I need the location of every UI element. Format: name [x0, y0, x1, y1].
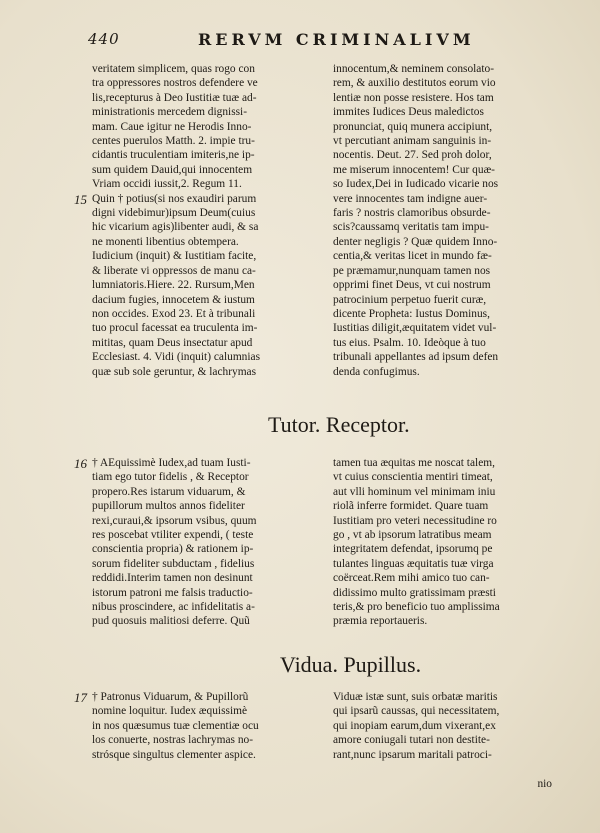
marginal-number-15: 15 — [74, 192, 87, 207]
text-line: quæ sub sole geruntur, & lachrymas — [92, 365, 257, 378]
text-line: teris,& pro beneficio tuo amplissima — [333, 601, 500, 614]
section-heading-tutor-receptor: Tutor. Receptor. — [268, 412, 410, 437]
text-line: † AEquissimè Iudex,ad tuam Iusti- — [92, 457, 251, 469]
text-line: tra oppressores nostros defendere ve — [92, 77, 258, 90]
text-line: me miserum innocentem! Cur quæ- — [333, 163, 495, 176]
text-line: vt cuius conscientia mentiri timeat, — [333, 471, 493, 484]
text-line: strósque singultus clementer aspice. — [92, 748, 256, 761]
text-line: faris ? nostris clamoribus obsurde- — [333, 207, 491, 220]
text-line: tulantes linguas æquitatis tuæ virga — [333, 557, 494, 570]
text-line: amore coniugali tutari non destite- — [333, 734, 490, 747]
text-line: istorum patroni me falsis traductio- — [92, 586, 253, 599]
text-line: nibus proscindere, ac infidelitatis a- — [92, 601, 255, 614]
text-line: denda confugimus. — [333, 365, 420, 378]
text-line: immites Iudices Deus maledictos — [333, 106, 484, 119]
text-line: scis?caussamq veritatis tam impu- — [333, 221, 489, 234]
text-line: lentiæ non posse resistere. Hos tam — [333, 91, 494, 104]
text-line: go , vt ab ipsorum latratibus meam — [333, 529, 492, 542]
text-line: cidantis truculentiam imiteris,ne ip- — [92, 149, 255, 162]
text-line: rant,nunc ipsarum maritali patroci- — [333, 748, 492, 761]
section-heading-vidua-pupillus: Vidua. Pupillus. — [280, 652, 422, 677]
text-line: lis,recepturus à Deo Iustitiæ tuæ ad- — [92, 91, 257, 104]
text-line: pe præmamur,nunquam tamen nos — [333, 264, 491, 277]
text-line: patrocinium perpetuo fuerit curæ, — [333, 293, 487, 306]
block2-left-column — [92, 456, 317, 629]
text-line: rem, & auxilio destitutos eorum vio — [333, 77, 496, 90]
text-line: pud quosuis malitiosi deferre. Quũ — [92, 615, 250, 628]
text-line: qui ipsarũ caussas, qui necessitatem, — [333, 705, 500, 718]
text-line: & liberate vi oppressos de manu ca- — [92, 264, 256, 277]
text-line: Ecclesiast. 4. Vidi (inquit) calumnias — [92, 351, 261, 364]
text-line: propero.Res istarum viduarum, & — [92, 485, 246, 498]
block1-right-column — [333, 62, 558, 379]
text-line: digni videbimur)ipsum Deum(cuius — [92, 207, 256, 220]
text-line: lumniatoris.Hiere. 22. Rursum,Men — [92, 279, 255, 292]
catchword: nio — [537, 778, 552, 790]
text-line: tiam ego tutor fidelis , & Receptor — [92, 471, 249, 484]
running-head: RERVM CRIMINALIVM — [198, 30, 475, 49]
text-line: Iustitias diligit,æquitatem videt vul- — [333, 322, 497, 335]
text-line: ministrationis mercedem dignissi- — [92, 106, 248, 119]
text-line: nomine loquitur. Iudex æquissimè — [92, 705, 248, 718]
block2-right-column — [333, 456, 558, 629]
text-line: vere innocentes tam indigne auer- — [333, 192, 488, 205]
text-line: sorum fideliter subductam , fidelius — [92, 557, 255, 570]
block3-left-column — [92, 690, 317, 762]
text-line: nocentis. Deut. 27. Sed proh dolor, — [333, 149, 492, 162]
text-line: non occides. Exod 23. Et à tribunali — [92, 307, 256, 320]
text-line: tuo procul facessat ea truculenta im- — [92, 322, 258, 335]
block3-right-column — [333, 690, 558, 762]
text-line: veritatem simplicem, quas rogo con — [92, 63, 255, 75]
text-line: ne monenti libentius obtempera. — [92, 235, 239, 248]
text-line: tus eius. Psalm. 10. Ideòque à tuo — [333, 336, 486, 349]
text-line: so Iudex,Dei in Iudicado vicarie nos — [333, 178, 499, 191]
text-line: qui inopiam earum,dum vixerant,ex — [333, 719, 496, 732]
text-line: pupillorum multos annos fideliter — [92, 500, 245, 513]
text-line: vt percutiant animam sanguinis in- — [333, 135, 492, 148]
marginal-number-16: 16 — [74, 456, 87, 471]
text-line: Quin † potius(si nos exaudiri parum — [92, 192, 257, 205]
text-line: rexi,curaui,& ipsorum vsibus, quum — [92, 514, 257, 527]
text-line: centes puerulos Matth. 2. impie tru- — [92, 135, 255, 148]
text-line: Iudicium (inquit) & Iustitiam facite, — [92, 250, 257, 263]
text-line: denter negligis ? Quæ quidem Inno- — [333, 235, 498, 248]
text-line: dicente Propheta: Iustus Dominus, — [333, 307, 490, 320]
text-line: didissimo multo gratissimam præsti — [333, 586, 496, 599]
text-line: Iustitiam pro veteri necessitudine ro — [333, 514, 497, 527]
text-line: coërceat.Rem mihi amico tuo can- — [333, 572, 490, 585]
text-line: sum quidem Dauid,qui innocentem — [92, 163, 253, 176]
text-line: tamen tua æquitas me noscat talem, — [333, 457, 495, 469]
text-line: pronunciat, quiq munera accipiunt, — [333, 120, 493, 133]
text-line: innocentum,& neminem consolato- — [333, 63, 495, 75]
text-line: præmia reportaueris. — [333, 615, 428, 628]
text-line: hic vicarium agis)libenter audi, & sa — [92, 221, 259, 234]
marginal-number-17: 17 — [74, 690, 87, 705]
text-line: centia,& veritas licet in mundo fæ- — [333, 250, 492, 263]
text-line: opprimi finet Deus, vt cui nostrum — [333, 279, 491, 292]
text-line: Viduæ istæ sunt, suis orbatæ maritis — [333, 691, 498, 703]
text-line: conscientia propria) & rationem ip- — [92, 543, 254, 556]
text-line: los conuerte, nostras lachrymas no- — [92, 734, 254, 747]
text-line: mititas, quam Deus insectatur apud — [92, 336, 253, 349]
text-line: res poscebat vtiliter expendi, ( teste — [92, 529, 254, 542]
text-line: riolã inferre formidet. Quare tuam — [333, 500, 489, 513]
text-line: dacium fugies, innocetem & iustum — [92, 293, 255, 306]
text-line: Vriam occidi iussit,2. Regum 11. — [92, 178, 242, 191]
text-line: † Patronus Viduarum, & Pupillorũ — [92, 691, 249, 703]
text-line: mam. Caue igitur ne Herodis Inno- — [92, 120, 252, 133]
text-line: in nos quæsumus tuæ clementiæ ocu — [92, 719, 259, 732]
text-line: aut vlli hominum vel minimam iniu — [333, 485, 496, 498]
text-line: reddidi.Interim tamen non desinunt — [92, 572, 253, 585]
page-number: 440 — [88, 30, 120, 48]
text-line: integritatem defendat, ipsorumq pe — [333, 543, 493, 556]
page-header — [88, 30, 560, 54]
text-line: tribunali appellantes ad ipsum defen — [333, 351, 499, 364]
block1-left-column — [92, 62, 318, 379]
